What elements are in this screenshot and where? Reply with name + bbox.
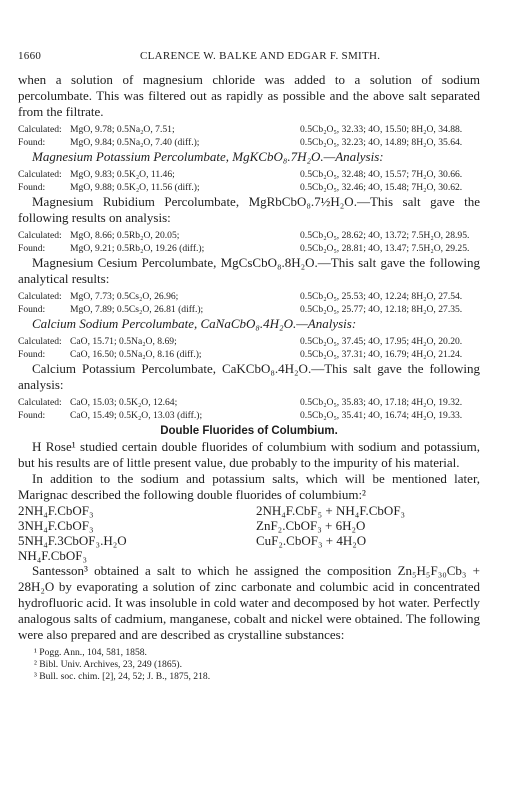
table-row (18, 303, 480, 316)
row-label: Found: (18, 182, 46, 193)
subheading-calcium-sodium: Calcium Sodium Percolumbate, CaNaCbO₈.4H₂O.—Analysis: (32, 316, 357, 331)
table-cell: CaO, 16.50; 0.5Na₂O, 8.16 (diff.); (70, 349, 202, 360)
table-cell: 0.5Cb₂O₅, 25.53; 4O, 12.24; 8H₂O, 27.54. (300, 291, 463, 302)
table-cell: MgO, 9.78; 0.5Na₂O, 7.51; (70, 124, 175, 135)
table-row (18, 335, 480, 348)
table-cell: 0.5Cb₂O₅, 28.81; 4O, 13.47; 7.5H₂O, 29.25. (300, 243, 470, 254)
fluoride-list (18, 503, 480, 563)
section-heading: Double Fluorides of Columbium. (160, 425, 338, 437)
row-label: Calculated: (18, 124, 62, 135)
row-label: Found: (18, 304, 46, 315)
subheading-magnesium-potassium: Magnesium Potassium Percolumbate, MgKCbO₈.7H₂O.—Analysis: (32, 149, 384, 164)
running-header (18, 50, 480, 66)
row-label: Calculated: (18, 397, 62, 408)
subheading-magnesium-rubidium: Magnesium Rubidium Percolumbate, MgRbCbO₈.7½H₂O.—This salt gave the following results on analysis: (18, 194, 480, 225)
footnote: ³ Bull. soc. chim. [2], 24, 52; J. B., 1875, 218. (34, 671, 211, 682)
table-cell: 0.5Cb₂O₅, 32.33; 4O, 15.50; 8H₂O, 34.88. (300, 124, 463, 135)
page-number: 1660 (18, 50, 42, 62)
list-item (18, 533, 480, 548)
table-row (18, 348, 480, 361)
fluoride-formula: 2NH₄F.CbF₅ + NH₄F.CbOF₃ (256, 503, 406, 518)
row-label: Found: (18, 243, 46, 254)
analysis-table-rubidium (18, 229, 480, 255)
analysis-table-calcium-sodium (18, 335, 480, 361)
fluoride-formula: CuF₂.CbOF₃ + 4H₂O (256, 533, 367, 548)
table-cell: 0.5Cb₂O₅, 37.45; 4O, 17.95; 4H₂O, 20.20. (300, 336, 463, 347)
table-row (18, 242, 480, 255)
table-cell: MgO, 9.84; 0.5Na₂O, 7.40 (diff.); (70, 137, 200, 148)
subheading-calcium-potassium: Calcium Potassium Percolumbate, CaKCbO₈.4H₂O.—This salt gave the following analysis: (18, 361, 480, 392)
footnote: ¹ Pogg. Ann., 104, 581, 1858. (34, 647, 147, 658)
row-label: Calculated: (18, 230, 62, 241)
table-cell: MgO, 9.83; 0.5K₂O, 11.46; (70, 169, 175, 180)
table-row (18, 136, 480, 149)
table-cell: MgO, 9.88; 0.5K₂O, 11.56 (diff.); (70, 182, 200, 193)
intro-paragraph: when a solution of magnesium chloride was added to a solution of sodium percolumbate. This was filtered out as rapidly as possible and the above salt separated from the filtrate. (18, 72, 480, 119)
running-title: CLARENCE W. BALKE AND EDGAR F. SMITH. (140, 50, 381, 62)
table-row (18, 409, 480, 422)
table-cell: 0.5Cb₂O₅, 32.23; 4O, 14.89; 8H₂O, 35.64. (300, 137, 463, 148)
table-cell: 0.5Cb₂O₅, 28.62; 4O, 13.72; 7.5H₂O, 28.95. (300, 230, 470, 241)
list-item (18, 518, 480, 533)
row-label: Found: (18, 410, 46, 421)
rose-paragraph: H Rose¹ studied certain double fluorides of columbium with sodium and potassium, but his results are of little present value, due probably to the impurity of his material. (18, 439, 480, 470)
fluoride-formula: 3NH₄F.CbOF₃ (18, 518, 94, 533)
list-item (18, 548, 480, 563)
table-row (18, 168, 480, 181)
row-label: Calculated: (18, 291, 62, 302)
table-row (18, 290, 480, 303)
row-label: Found: (18, 349, 46, 360)
analysis-table-sodium (18, 123, 480, 149)
fluoride-formula: ZnF₂.CbOF₃ + 6H₂O (256, 518, 366, 533)
table-row (18, 123, 480, 136)
santesson-paragraph: Santesson³ obtained a salt to which he assigned the composition Zn₅H₅F₃₀Cb₃ + 28H₂O by evaporating a solution of zinc carbonate and columbic acid in concentrated hydrofluoric acid. It was insoluble in cold water and decomposed by hot water. Perfectly analogous salts of cadmium, manganese, cobalt and nickel were obtained. The following were also prepared and are described as crystalline substances: (18, 563, 480, 642)
analysis-table-cesium (18, 290, 480, 316)
table-cell: CaO, 15.49; 0.5K₂O, 13.03 (diff.); (70, 410, 203, 421)
list-item (18, 503, 480, 518)
table-cell: 0.5Cb₂O₅, 35.41; 4O, 16.74; 4H₂O, 19.33. (300, 410, 463, 421)
page-body (18, 72, 480, 683)
table-cell: MgO, 9.21; 0.5Rb₂O, 19.26 (diff.); (70, 243, 205, 254)
row-label: Found: (18, 137, 46, 148)
table-cell: 0.5Cb₂O₅, 32.46; 4O, 15.48; 7H₂O, 30.62. (300, 182, 463, 193)
fluoride-formula: NH₄F.CbOF₃ (18, 548, 88, 563)
footnote: ² Bibl. Univ. Archives, 23, 249 (1865). (34, 659, 183, 670)
analysis-table-calcium-potassium (18, 396, 480, 422)
table-cell: MgO, 8.66; 0.5Rb₂O, 20.05; (70, 230, 180, 241)
table-cell: 0.5Cb₂O₅, 32.48; 4O, 15.57; 7H₂O, 30.66. (300, 169, 463, 180)
table-cell: MgO, 7.73; 0.5Cs₂O, 26.96; (70, 291, 179, 302)
table-cell: CaO, 15.71; 0.5Na₂O, 8.69; (70, 336, 177, 347)
fluoride-formula: 5NH₄F.3CbOF₃.H₂O (18, 533, 127, 548)
footnotes (18, 647, 480, 683)
row-label: Calculated: (18, 169, 62, 180)
table-cell: MgO, 7.89; 0.5Cs₂O, 26.81 (diff.); (70, 304, 204, 315)
table-row (18, 181, 480, 194)
row-label: Calculated: (18, 336, 62, 347)
table-row (18, 396, 480, 409)
table-cell: CaO, 15.03; 0.5K₂O, 12.64; (70, 397, 178, 408)
marignac-paragraph: In addition to the sodium and potassium salts, which will be mentioned later, Marignac described the following double fluorides of columbium:² (18, 471, 480, 502)
subheading-magnesium-cesium: Magnesium Cesium Percolumbate, MgCsCbO₈.8H₂O.—This salt gave the following analytical results: (18, 255, 480, 286)
table-row (18, 229, 480, 242)
table-cell: 0.5Cb₂O₅, 25.77; 4O, 12.18; 8H₂O, 27.35. (300, 304, 463, 315)
fluoride-formula: 2NH₄F.CbOF₃ (18, 503, 94, 518)
analysis-table-potassium (18, 168, 480, 194)
table-cell: 0.5Cb₂O₅, 35.83; 4O, 17.18; 4H₂O, 19.32. (300, 397, 463, 408)
table-cell: 0.5Cb₂O₅, 37.31; 4O, 16.79; 4H₂O, 21.24. (300, 349, 463, 360)
